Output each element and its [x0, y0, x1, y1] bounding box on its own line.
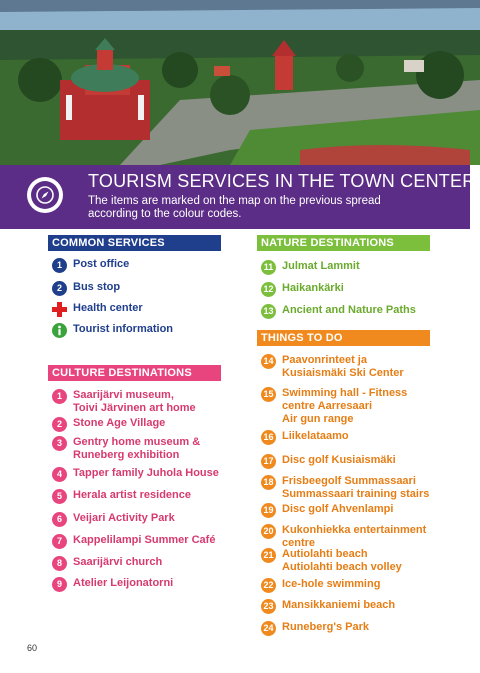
item-label: Liikelataamo	[282, 430, 349, 442]
item-label: Herala artist residence	[73, 489, 192, 501]
marker-number: 13	[261, 304, 276, 319]
marker-number: 11	[261, 260, 276, 275]
aerial-photo	[0, 0, 480, 165]
list-item	[261, 503, 393, 518]
item-label: Veijari Activity Park	[73, 512, 175, 524]
list-item	[52, 577, 173, 592]
info-icon	[52, 323, 67, 338]
red-cross-icon	[52, 302, 67, 317]
list-item	[261, 354, 404, 380]
common-services-heading: COMMON SERVICES	[48, 235, 221, 251]
marker-number: 18	[261, 475, 276, 490]
item-label: Gentry home museum &	[73, 436, 201, 448]
marker-number: 22	[261, 578, 276, 593]
marker-number: 3	[52, 436, 67, 451]
item-label: Julmat Lammit	[282, 260, 360, 272]
list-item	[261, 548, 402, 574]
list-item	[261, 524, 426, 550]
marker-number: 4	[52, 467, 67, 482]
list-item	[261, 304, 416, 319]
item-label-line2: Summassaari training stairs	[282, 488, 430, 500]
list-item	[261, 621, 369, 636]
page-number: 60	[27, 643, 38, 653]
marker-number: 2	[52, 417, 67, 432]
list-item	[52, 489, 191, 504]
marker-number: 6	[52, 512, 67, 527]
item-label: Disc golf Ahvenlampi	[282, 503, 394, 515]
marker-number: 7	[52, 534, 67, 549]
list-item	[52, 417, 165, 432]
item-label: Health center	[73, 302, 143, 314]
list-item	[52, 323, 173, 338]
item-label-line2: centre	[282, 537, 316, 549]
item-label: Swimming hall - Fitness	[282, 387, 408, 399]
list-item	[52, 556, 162, 571]
marker-number: 24	[261, 621, 276, 636]
marker-number: 5	[52, 489, 67, 504]
item-label-line2: centre Aarresaari	[282, 400, 373, 412]
item-label: Kappelilampi Summer Café	[73, 534, 216, 546]
item-label: Runeberg's Park	[282, 621, 369, 633]
item-label: Haikankärki	[282, 282, 344, 294]
list-item	[52, 467, 219, 482]
marker-number: 16	[261, 430, 276, 445]
marker-number: 15	[261, 387, 276, 402]
title-banner	[0, 165, 476, 229]
compass-icon	[27, 177, 63, 213]
list-item	[52, 258, 129, 273]
marker-number: 12	[261, 282, 276, 297]
item-label: Autiolahti beach	[282, 548, 368, 560]
list-item	[261, 430, 349, 445]
item-label: Paavonrinteet ja	[282, 354, 367, 366]
page-title: TOURISM SERVICES IN THE TOWN CENTER	[88, 171, 476, 191]
marker-number: 14	[261, 354, 276, 369]
item-label: Saarijärvi museum,	[73, 389, 174, 401]
item-label: Saarijärvi church	[73, 556, 163, 568]
culture-destinations-heading: CULTURE DESTINATIONS	[48, 365, 221, 381]
item-label: Tapper family Juhola House	[73, 467, 219, 479]
list-item	[261, 454, 396, 469]
marker-number: 1	[52, 389, 67, 404]
list-item	[52, 389, 196, 415]
list-item	[52, 302, 143, 317]
marker-number: 1	[52, 258, 67, 273]
page-subtitle: The items are marked on the map on the previous spread according to the colour codes.	[88, 195, 381, 220]
item-label: Tourist information	[73, 323, 174, 335]
item-label: Post office	[73, 258, 130, 270]
item-label-line2: Runeberg exhibition	[73, 449, 180, 461]
item-label: Stone Age Village	[73, 417, 166, 429]
item-label: Atelier Leijonatorni	[73, 577, 174, 589]
marker-number: 23	[261, 599, 276, 614]
list-item	[261, 599, 395, 614]
item-label-line2: Toivi Järvinen art home	[73, 402, 196, 414]
item-label: Ice-hole swimming	[282, 578, 381, 590]
item-label: Ancient and Nature Paths	[282, 304, 416, 316]
item-label-line2: Kusiaismäki Ski Center	[282, 367, 404, 379]
list-item	[261, 260, 360, 275]
marker-number: 20	[261, 524, 276, 539]
list-item	[52, 512, 175, 527]
list-item	[261, 475, 429, 501]
marker-number: 17	[261, 454, 276, 469]
item-label-line2: Autiolahti beach volley	[282, 561, 402, 573]
item-label-line3: Air gun range	[282, 413, 354, 425]
list-item	[261, 387, 407, 426]
list-item	[261, 578, 380, 593]
marker-number: 21	[261, 548, 276, 563]
marker-number: 19	[261, 503, 276, 518]
list-item	[52, 534, 215, 549]
marker-number: 2	[52, 281, 67, 296]
item-label: Frisbeegolf Summassaari	[282, 475, 416, 487]
nature-destinations-heading: NATURE DESTINATIONS	[257, 235, 430, 251]
item-label: Mansikkaniemi beach	[282, 599, 396, 611]
list-item	[52, 436, 200, 462]
item-label: Bus stop	[73, 281, 121, 293]
marker-number: 9	[52, 577, 67, 592]
list-item	[52, 281, 120, 296]
marker-number: 8	[52, 556, 67, 571]
item-label: Kukonhiekka entertainment	[282, 524, 427, 536]
things-to-do-heading: THINGS TO DO	[257, 330, 430, 346]
item-label: Disc golf Kusiaismäki	[282, 454, 396, 466]
list-item	[261, 282, 344, 297]
